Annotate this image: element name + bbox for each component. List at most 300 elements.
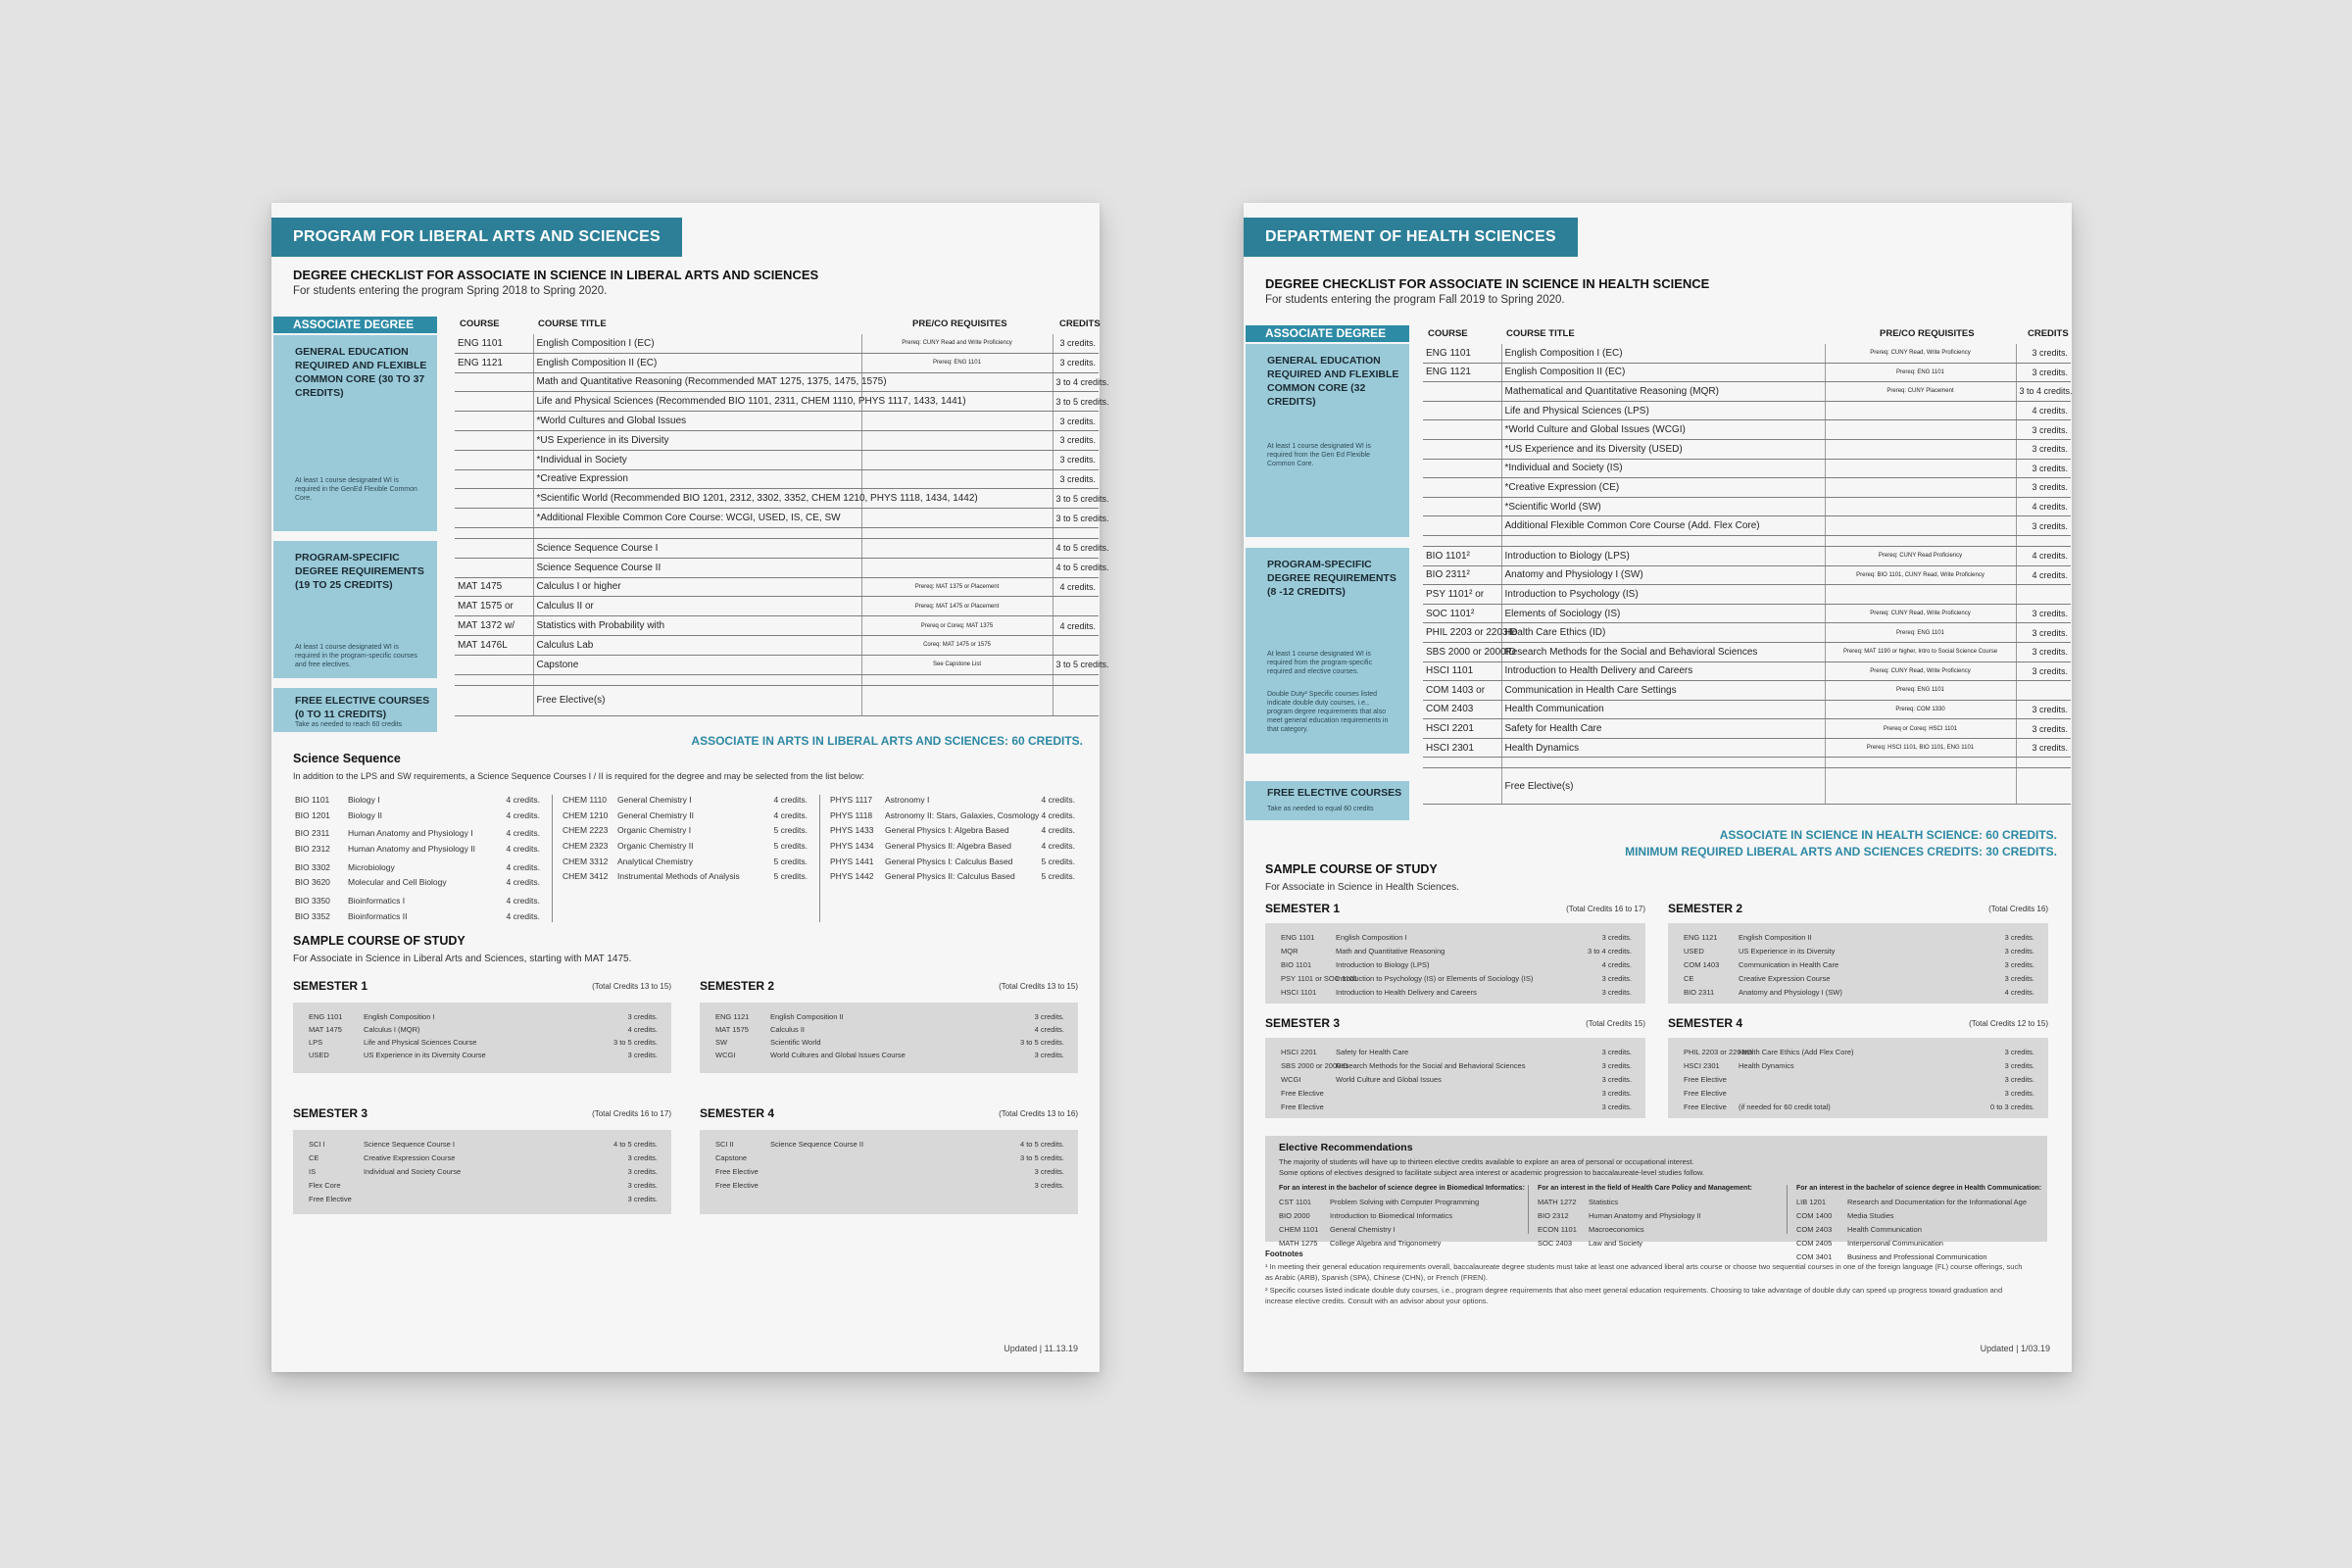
course-code: BIO 2312	[1538, 1211, 1569, 1220]
elective-course	[1796, 1239, 2041, 1252]
semester-courses	[1668, 1038, 2048, 1118]
course-title: Life and Physical Sciences (LPS)	[1501, 401, 1825, 420]
semester-course	[293, 1195, 671, 1207]
semester-course	[1265, 974, 1645, 987]
science-sequence-title: Science Sequence	[293, 752, 401, 765]
credits: 3 credits.	[1601, 974, 1632, 983]
prerequisite	[1825, 516, 2016, 536]
course-title: Health Communication	[1847, 1225, 1922, 1234]
elective-course	[1538, 1211, 1783, 1225]
semester-course	[700, 1051, 1078, 1063]
course-title: Calculus Lab	[533, 635, 861, 655]
semester-course	[293, 1153, 671, 1166]
course-code: BIO 2311	[1684, 988, 1715, 997]
course-title: Mathematical and Quantitative Reasoning (MQR)	[1501, 382, 1825, 402]
prerequisite: Prereq: CUNY Read and Write Proficiency	[861, 334, 1053, 353]
semester-course	[1265, 1089, 1645, 1102]
credits: 3 credits.	[627, 1153, 658, 1162]
credits: 3 credits.	[1601, 1075, 1632, 1084]
semester-title: SEMESTER 3	[293, 1106, 368, 1120]
checklist-row	[1423, 401, 2071, 420]
course-code: PSY 1101 or SOC 1101	[1281, 974, 1358, 983]
gen-ed-panel	[1246, 344, 1409, 537]
course-code: CST 1101	[1279, 1198, 1312, 1206]
course-code: PHYS 1118	[830, 809, 873, 820]
course-title: *Creative Expression (CE)	[1501, 478, 1825, 498]
science-sequence-list	[295, 795, 1074, 927]
course-code: Flex Core	[309, 1181, 341, 1190]
free-elective-title: FREE ELECTIVE COURSES (0 TO 11 CREDITS)	[295, 695, 430, 720]
elective-course	[1796, 1225, 2041, 1239]
col-course-title: COURSE TITLE	[538, 318, 607, 329]
course-code: Free Elective	[715, 1181, 759, 1190]
course-title: English Composition I (EC)	[1501, 344, 1825, 363]
checklist-row	[455, 635, 1099, 655]
credits: 3 credits.	[627, 1167, 658, 1176]
checklist-table	[455, 334, 1109, 716]
course-code	[1423, 420, 1501, 440]
credits: 3 credits.	[2004, 1089, 2034, 1098]
credits: 5 credits.	[773, 841, 808, 852]
credits: 4 credits.	[506, 828, 540, 839]
credits: 3 credits.	[2016, 420, 2071, 440]
empty-cell	[1825, 535, 2016, 546]
semester-course	[700, 1167, 1078, 1180]
course-code: BIO 2312	[295, 844, 330, 855]
course-code: Free Elective	[715, 1167, 759, 1176]
course-code: SOC 2403	[1538, 1239, 1573, 1248]
program-specific-title: PROGRAM-SPECIFIC DEGREE REQUIREMENTS (19 TO 25 CREDITS)	[295, 552, 424, 591]
course-title: Organic Chemistry I	[617, 825, 692, 836]
checklist-subtitle: For students entering the program Fall 2019 to Spring 2020.	[1265, 294, 1565, 306]
elective-group-heading: For an interest in the bachelor of science degree in Biomedical Informatics:	[1279, 1185, 1525, 1192]
credits: 4 credits.	[1601, 960, 1632, 969]
sequence-course	[295, 911, 540, 927]
course-code: MAT 1475	[309, 1025, 342, 1034]
course-title: General Chemistry I	[1330, 1225, 1396, 1234]
credits: 3 credits.	[2004, 960, 2034, 969]
course-code: COM 2405	[1796, 1239, 1833, 1248]
credits: 3 credits.	[2004, 974, 2034, 983]
course-code	[1423, 459, 1501, 478]
credits: 3 credits.	[627, 1195, 658, 1203]
checklist-row	[455, 597, 1099, 616]
checklist-row	[1423, 459, 2071, 478]
checklist-sheet-liberal-arts	[271, 203, 1109, 1372]
checklist-row	[1423, 662, 2071, 681]
course-title: Introduction to Psychology (IS) or Elements of Sociology (IS)	[1336, 974, 1534, 983]
credits: 3 to 5 credits.	[1019, 1038, 1064, 1047]
course-code: ENG 1121	[1423, 363, 1501, 382]
course-title: Human Anatomy and Physiology II	[348, 844, 475, 855]
semester-course	[1265, 1102, 1645, 1115]
credits: 3 credits.	[1034, 1181, 1064, 1190]
department-banner: DEPARTMENT OF HEALTH SCIENCES	[1244, 218, 1578, 257]
prerequisite	[1825, 478, 2016, 498]
semester-course	[1668, 1048, 2048, 1060]
checklist-row	[455, 353, 1099, 372]
course-code: MQR	[1281, 947, 1298, 956]
course-title: Bioinformatics II	[348, 910, 408, 921]
divider	[1787, 1185, 1788, 1234]
course-title: Calculus I or higher	[533, 577, 861, 597]
checklist-row	[1423, 478, 2071, 498]
sequence-course	[563, 871, 808, 887]
associate-degree-heading: ASSOCIATE DEGREE	[1246, 325, 1409, 342]
course-title: Health Care Ethics (ID)	[1501, 623, 1825, 643]
empty-cell	[455, 527, 533, 538]
course-code	[455, 489, 533, 509]
credits: 3 credits.	[2016, 516, 2071, 536]
gen-ed-panel	[273, 335, 437, 531]
course-title: Introduction to Biomedical Informatics	[1330, 1211, 1453, 1220]
semester-title: SEMESTER 2	[1668, 902, 1743, 915]
empty-cell	[1053, 527, 1099, 538]
elective-group	[1279, 1185, 1524, 1252]
elective-course	[1538, 1239, 1783, 1252]
course-title: Bioinformatics I	[348, 896, 406, 906]
credits: 3 credits.	[1053, 430, 1099, 450]
course-title: English Composition II (EC)	[533, 353, 861, 372]
course-title: General Physics II: Algebra Based	[885, 841, 1011, 852]
degree-total: ASSOCIATE IN SCIENCE IN HEALTH SCIENCE: 60 CREDITS.	[1719, 828, 2057, 842]
credits: 3 credits.	[1034, 1051, 1064, 1059]
semester-title: SEMESTER 4	[1668, 1016, 1743, 1030]
credits: 3 credits.	[1601, 1048, 1632, 1056]
checklist-row	[1423, 642, 2071, 662]
course-code: MAT 1476L	[455, 635, 533, 655]
course-title: Calculus I (MQR)	[364, 1025, 420, 1034]
semester-course	[1265, 933, 1645, 946]
section-gap	[1423, 758, 2071, 768]
checklist-row	[455, 558, 1099, 577]
empty-cell	[2016, 758, 2071, 768]
course-code	[455, 685, 533, 715]
semester-course	[1668, 1075, 2048, 1088]
sequence-course	[830, 841, 1075, 857]
program-specific-note: At least 1 course designated WI is required from the program-specific required and elective courses.	[1267, 651, 1372, 675]
course-code	[455, 392, 533, 412]
checklist-row	[1423, 604, 2071, 623]
credits: 3 credits.	[1034, 1167, 1064, 1176]
credits: 3 credits.	[627, 1012, 658, 1021]
course-title: Interpersonal Communication	[1847, 1239, 1943, 1248]
course-code: SOC 1101²	[1423, 604, 1501, 623]
course-title: English Composition II (EC)	[1501, 363, 1825, 382]
course-code: HSCI 2201	[1281, 1048, 1317, 1056]
course-code: PHIL 2203 or 2203ID	[1684, 1048, 1753, 1056]
course-title: Astronomy I	[885, 795, 930, 805]
course-code: SCI II	[715, 1140, 734, 1149]
program-banner: PROGRAM FOR LIBERAL ARTS AND SCIENCES	[271, 218, 682, 257]
course-title: *Individual in Society	[533, 450, 861, 469]
course-code	[1423, 768, 1501, 805]
course-title: Health Care Ethics (Add Flex Core)	[1739, 1048, 1854, 1056]
checklist-row	[455, 372, 1099, 392]
course-title: Analytical Chemistry	[617, 856, 693, 866]
free-elective-panel	[273, 688, 437, 732]
course-code: PHYS 1117	[830, 795, 873, 805]
course-code	[455, 430, 533, 450]
course-title: Research and Documentation for the Informational Age	[1847, 1198, 2028, 1206]
semester-total: (Total Credits 13 to 16)	[999, 1109, 1078, 1118]
course-code: COM 3401	[1796, 1252, 1833, 1261]
sequence-course	[295, 810, 540, 826]
course-code: ENG 1101	[309, 1012, 343, 1021]
credits: 5 credits.	[1041, 856, 1075, 866]
checklist-row	[1423, 363, 2071, 382]
course-code: BIO 3350	[295, 896, 330, 906]
semester-course	[1668, 1102, 2048, 1115]
checklist-row	[455, 616, 1099, 636]
divider	[552, 795, 553, 922]
elective-intro-1: The majority of students will have up to thirteen elective credits available to explore an area of personal or occupational interest.	[1279, 1157, 1694, 1166]
credits: 3 credits.	[2004, 1061, 2034, 1070]
prerequisite: Prereq: CUNY Read, Write Proficiency	[1825, 344, 2016, 363]
credits: 3 credits.	[627, 1051, 658, 1059]
empty-cell	[1423, 535, 1501, 546]
course-code: HSCI 1101	[1423, 662, 1501, 681]
gen-ed-title: GENERAL EDUCATION REQUIRED AND FLEXIBLE COMMON CORE (30 TO 37 CREDITS)	[295, 346, 427, 399]
empty-cell	[533, 674, 861, 685]
course-title: Math and Quantitative Reasoning (Recommended MAT 1275, 1375, 1475, 1575)	[533, 372, 861, 392]
credits: 4 credits.	[1041, 841, 1075, 852]
gen-ed-title: GENERAL EDUCATION REQUIRED AND FLEXIBLE COMMON CORE (32 CREDITS)	[1267, 355, 1399, 408]
physics-courses	[830, 795, 1075, 887]
course-title: *US Experience in its Diversity	[533, 430, 861, 450]
credits	[2016, 681, 2071, 701]
prerequisite: Prereq: ENG 1101	[861, 353, 1053, 372]
semester-course	[1668, 1061, 2048, 1074]
course-title: Introduction to Psychology (IS)	[1501, 585, 1825, 605]
elective-group-heading: For an interest in the field of Health Care Policy and Management:	[1538, 1185, 1752, 1192]
course-title: Statistics	[1589, 1198, 1619, 1206]
course-code: COM 2403	[1423, 700, 1501, 719]
checklist-row	[455, 538, 1099, 558]
prerequisite: Prereq: CUNY Read Proficiency	[1825, 546, 2016, 565]
credits: 4 credits.	[627, 1025, 658, 1034]
semester-courses	[700, 1130, 1078, 1214]
free-elective-title: FREE ELECTIVE COURSES	[1267, 787, 1402, 799]
course-code: ENG 1101	[1423, 344, 1501, 363]
course-code: SBS 2000 or 2000ID	[1423, 642, 1501, 662]
associate-degree-heading: ASSOCIATE DEGREE	[273, 317, 437, 333]
course-title: Statistics with Probability with	[533, 616, 861, 636]
elective-group-heading: For an interest in the bachelor of science degree in Health Communication:	[1796, 1185, 2042, 1192]
sequence-course	[563, 857, 808, 872]
course-code: MATH 1275	[1279, 1239, 1318, 1248]
prerequisite: Prereq or Coreq: HSCI 1101	[1825, 719, 2016, 739]
semester-course	[700, 1140, 1078, 1152]
checklist-row	[455, 489, 1099, 509]
course-title: Free Elective(s)	[1501, 768, 1825, 805]
semester-course	[700, 1153, 1078, 1166]
empty-cell	[1501, 535, 1825, 546]
sequence-course	[830, 871, 1075, 887]
credits: 3 credits.	[1053, 469, 1099, 489]
semester-courses	[700, 1003, 1078, 1073]
course-code: CHEM 1101	[1279, 1225, 1319, 1234]
empty-cell	[861, 527, 1053, 538]
course-title: World Culture and Global Issues	[1336, 1075, 1442, 1084]
course-code: LPS	[309, 1038, 323, 1047]
empty-cell	[861, 674, 1053, 685]
empty-cell	[1423, 758, 1501, 768]
course-title: English Composition II	[1739, 933, 1812, 942]
course-code: IS	[309, 1167, 317, 1176]
prerequisite: Prereq: MAT 1375 or Placement	[861, 577, 1053, 597]
credits: 3 credits.	[2004, 1048, 2034, 1056]
empty-cell	[2016, 535, 2071, 546]
course-code: BIO 1201	[295, 809, 330, 820]
sequence-course	[830, 795, 1075, 810]
semester-course	[1265, 960, 1645, 973]
course-code	[455, 558, 533, 577]
course-code: ENG 1121	[1684, 933, 1718, 942]
course-title: *World Culture and Global Issues (WCGI)	[1501, 420, 1825, 440]
course-code	[1423, 516, 1501, 536]
divider	[819, 795, 820, 922]
credits: 4 credits.	[1041, 825, 1075, 836]
footnote-2: ² Specific courses listed indicate double duty courses, i.e., program degree requirements that also meet general education requirements. Choosing to take advantage of double duty can speed up progress toward graduation and increase elective credits. Consult with an advisor about your options.	[1265, 1286, 2003, 1305]
free-elective-note: Take as needed to reach 60 credits	[295, 721, 402, 728]
course-code: CE	[309, 1153, 319, 1162]
prerequisite: Prereq: CUNY Placement	[1825, 382, 2016, 402]
course-title: General Chemistry II	[617, 809, 694, 820]
checklist-row	[1423, 516, 2071, 536]
credits: 3 credits.	[627, 1181, 658, 1190]
course-code: COM 1403	[1684, 960, 1720, 969]
credits: 4 credits.	[773, 795, 808, 805]
semester-course	[1265, 1061, 1645, 1074]
course-title: Research Methods for the Social and Behavioral Sciences	[1501, 642, 1825, 662]
credits: 4 credits.	[506, 809, 540, 820]
sequence-course	[295, 844, 540, 859]
semester-courses	[1668, 923, 2048, 1004]
course-title: Biology II	[348, 809, 382, 820]
course-title: Organic Chemistry II	[617, 841, 694, 852]
science-sequence-intro: In addition to the LPS and SW requirements, a Science Sequence Courses I / II is required for the degree and may be selected from the list below:	[293, 771, 864, 781]
checklist-row	[455, 430, 1099, 450]
course-code: CE	[1684, 974, 1694, 983]
credits: 3 to 4 credits.	[2016, 382, 2071, 402]
checklist-row	[1423, 439, 2071, 459]
elective-course	[1279, 1239, 1524, 1252]
credits: 4 credits.	[2016, 565, 2071, 585]
course-title: US Experience in its Diversity	[1739, 947, 1836, 956]
checklist-row	[1423, 585, 2071, 605]
credits: 5 credits.	[773, 871, 808, 882]
checklist-row	[455, 392, 1099, 412]
elective-course	[1796, 1198, 2041, 1211]
credits: 4 credits.	[2016, 497, 2071, 516]
prerequisite	[1825, 439, 2016, 459]
sequence-course	[830, 810, 1075, 826]
course-code	[455, 469, 533, 489]
degree-total: ASSOCIATE IN ARTS IN LIBERAL ARTS AND SCIENCES: 60 CREDITS.	[691, 734, 1083, 748]
course-title: Human Anatomy and Physiology I	[348, 828, 473, 839]
course-title: Individual and Society Course	[364, 1167, 462, 1176]
checklist-row	[455, 412, 1099, 431]
credits: 3 credits.	[2016, 738, 2071, 758]
prerequisite: Prereq: HSCI 1101, BIO 1101, ENG 1101	[1825, 738, 2016, 758]
course-code: BIO 3620	[295, 877, 330, 888]
course-code: HSCI 2301	[1423, 738, 1501, 758]
credits: 3 credits.	[2016, 344, 2071, 363]
prerequisite	[1825, 497, 2016, 516]
updated-date: Updated | 11.13.19	[1004, 1344, 1078, 1353]
course-title: Introduction to Biology (LPS)	[1336, 960, 1430, 969]
credits: 3 credits.	[1053, 412, 1099, 431]
course-code: BIO 3352	[295, 910, 330, 921]
elective-course	[1279, 1225, 1524, 1239]
course-title: Instrumental Methods of Analysis	[617, 871, 740, 882]
course-title: Research Methods for the Social and Behavioral Sciences	[1336, 1061, 1526, 1070]
prerequisite	[861, 412, 1053, 431]
course-title: Introduction to Health Delivery and Careers	[1336, 988, 1477, 997]
credits: 4 credits.	[506, 896, 540, 906]
credits: 3 to 4 credits.	[1053, 372, 1099, 392]
checklist-row	[455, 450, 1099, 469]
course-title: Science Sequence Course II	[770, 1140, 864, 1149]
sequence-course	[295, 896, 540, 911]
course-title: *Scientific World (SW)	[1501, 497, 1825, 516]
credits: 3 credits.	[2016, 459, 2071, 478]
course-code: COM 1403 or	[1423, 681, 1501, 701]
course-code	[455, 509, 533, 528]
credits: 3 credits.	[1053, 450, 1099, 469]
elective-course	[1538, 1225, 1783, 1239]
credits: 4 credits.	[506, 795, 540, 805]
credits: 3 credits.	[1601, 1102, 1632, 1111]
credits: 3 credits.	[2016, 623, 2071, 643]
biology-courses	[295, 795, 540, 927]
course-code: Free Elective	[1684, 1075, 1727, 1084]
course-code: Free Elective	[309, 1195, 352, 1203]
course-code: CHEM 3412	[563, 871, 609, 882]
semester-course	[1265, 988, 1645, 1001]
sample-course-title: SAMPLE COURSE OF STUDY	[1265, 862, 1438, 876]
prerequisite: Prereq: ENG 1101	[1825, 681, 2016, 701]
credits	[2016, 585, 2071, 605]
semester-course	[700, 1181, 1078, 1194]
checklist-row	[455, 469, 1099, 489]
checklist-row	[1423, 565, 2071, 585]
prerequisite	[861, 469, 1053, 489]
prerequisite	[861, 685, 1053, 715]
course-code: COM 2403	[1796, 1225, 1833, 1234]
credits: 4 credits.	[2016, 401, 2071, 420]
course-title: Life and Physical Sciences Course	[364, 1038, 477, 1047]
prerequisite: Prereq: MAT 1190 or higher, Intro to Social Science Course	[1825, 642, 2016, 662]
course-code: BIO 2311²	[1423, 565, 1501, 585]
course-code: MAT 1575 or	[455, 597, 533, 616]
prerequisite: Prereq: CUNY Read, Write Proficiency	[1825, 604, 2016, 623]
prerequisite: Prereq: BIO 1101, CUNY Read, Write Proficiency	[1825, 565, 2016, 585]
course-code: SCI I	[309, 1140, 325, 1149]
col-prereq: PRE/CO REQUISITES	[1880, 328, 1975, 339]
semester-title: SEMESTER 4	[700, 1106, 775, 1120]
empty-cell	[455, 674, 533, 685]
course-title: *Scientific World (Recommended BIO 1201, 2312, 3302, 3352, CHEM 1210, PHYS 1118, 1434, 1442)	[533, 489, 861, 509]
course-code: BIO 1101²	[1423, 546, 1501, 565]
credits: 3 to 5 credits.	[1053, 489, 1099, 509]
semester-course	[700, 1038, 1078, 1051]
course-code: PHYS 1442	[830, 871, 874, 882]
credits: 3 credits.	[2016, 719, 2071, 739]
sequence-course	[295, 795, 540, 810]
credits: 3 credits.	[1601, 988, 1632, 997]
